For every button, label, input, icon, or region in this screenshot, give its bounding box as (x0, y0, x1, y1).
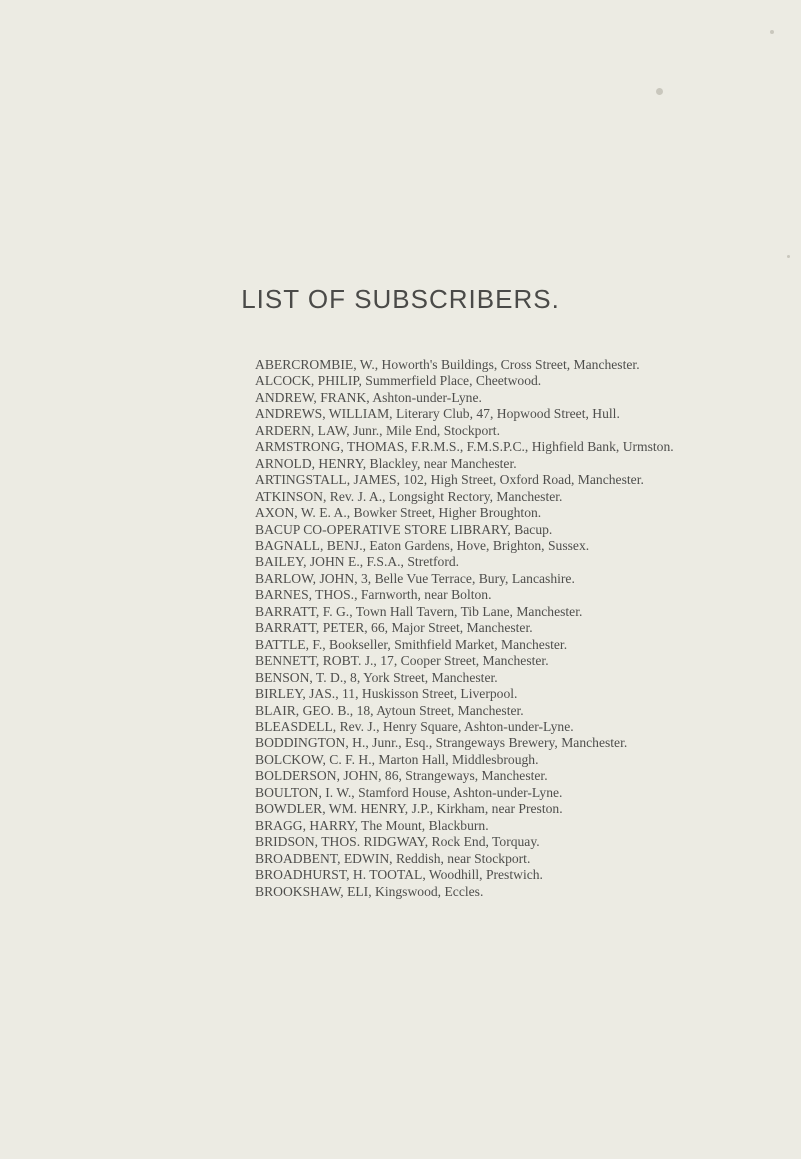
subscriber-entry: BLAIR, GEO. B., 18, Aytoun Street, Manchester. (255, 702, 524, 718)
subscriber-entry: BARRATT, F. G., Town Hall Tavern, Tib Lane, Manchester. (255, 603, 583, 619)
subscriber-entry: BIRLEY, JAS., 11, Huskisson Street, Liverpool. (255, 686, 518, 702)
subscriber-entry: BLEASDELL, Rev. J., Henry Square, Ashton-under-Lyne. (255, 718, 574, 734)
subscriber-entry: BATTLE, F., Bookseller, Smithfield Market, Manchester. (255, 636, 568, 652)
subscriber-entry: AXON, W. E. A., Bowker Street, Higher Broughton. (255, 505, 542, 521)
subscriber-entry: BAILEY, JOHN E., F.S.A., Stretford. (255, 554, 460, 570)
subscriber-entry: ARDERN, LAW, Junr., Mile End, Stockport. (255, 422, 500, 438)
subscriber-entry: BOULTON, I. W., Stamford House, Ashton-under-Lyne. (255, 784, 563, 800)
paper-speck (770, 30, 774, 34)
subscriber-entry: ATKINSON, Rev. J. A., Longsight Rectory, Manchester. (255, 488, 563, 504)
subscriber-entry: ANDREW, FRANK, Ashton-under-Lyne. (255, 389, 482, 405)
subscriber-entry: BOWDLER, WM. HENRY, J.P., Kirkham, near Preston. (255, 801, 563, 817)
subscriber-entry: BOLCKOW, C. F. H., Marton Hall, Middlesbrough. (255, 751, 539, 767)
subscriber-entry: BODDINGTON, H., Junr., Esq., Strangeways Brewery, Manchester. (255, 735, 628, 751)
subscriber-entry: BARRATT, PETER, 66, Major Street, Manchester. (255, 620, 533, 636)
subscriber-entry: ARMSTRONG, THOMAS, F.R.M.S., F.M.S.P.C., Highfield Bank, Urmston. (255, 439, 674, 455)
subscriber-entry: ARNOLD, HENRY, Blackley, near Manchester. (255, 455, 517, 471)
subscriber-entry: BAGNALL, BENJ., Eaton Gardens, Hove, Brighton, Sussex. (255, 537, 590, 553)
subscriber-entry: BRAGG, HARRY, The Mount, Blackburn. (255, 817, 489, 833)
subscriber-entry: BENNETT, ROBT. J., 17, Cooper Street, Manchester. (255, 653, 549, 669)
subscriber-entry: BROADBENT, EDWIN, Reddish, near Stockport. (255, 850, 531, 866)
subscriber-entry: BENSON, T. D., 8, York Street, Manchester. (255, 669, 498, 685)
subscriber-entry: ARTINGSTALL, JAMES, 102, High Street, Oxford Road, Manchester. (255, 472, 644, 488)
subscriber-entry: ANDREWS, WILLIAM, Literary Club, 47, Hopwood Street, Hull. (255, 406, 620, 422)
subscriber-entry: BARNES, THOS., Farnworth, near Bolton. (255, 587, 492, 603)
subscriber-entry: BARLOW, JOHN, 3, Belle Vue Terrace, Bury, Lancashire. (255, 570, 575, 586)
subscriber-entry: BOLDERSON, JOHN, 86, Strangeways, Manchester. (255, 768, 548, 784)
subscriber-entry: BRIDSON, THOS. RIDGWAY, Rock End, Torquay. (255, 834, 540, 850)
subscriber-entry: BROOKSHAW, ELI, Kingswood, Eccles. (255, 883, 484, 899)
paper-speck (787, 255, 790, 258)
subscriber-list (255, 357, 800, 900)
subscriber-entry: BACUP CO-OPERATIVE STORE LIBRARY, Bacup. (255, 521, 553, 537)
subscriber-entry: BROADHURST, H. TOOTAL, Woodhill, Prestwich. (255, 867, 543, 883)
paper-speck (656, 88, 663, 95)
page-title: LIST OF SUBSCRIBERS. (241, 284, 560, 314)
subscriber-entry: ABERCROMBIE, W., Howorth's Buildings, Cross Street, Manchester. (255, 357, 640, 372)
subscriber-entry: ALCOCK, PHILIP, Summerfield Place, Cheetwood. (255, 373, 542, 389)
